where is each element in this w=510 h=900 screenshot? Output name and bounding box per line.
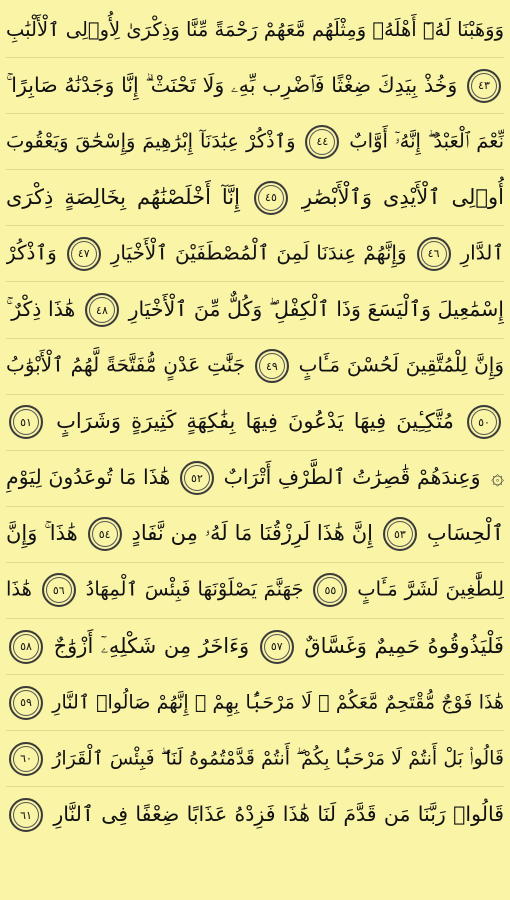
verse-text: هَٰذَا ذِكْرٌ ۚ (6, 297, 76, 322)
quran-line-10 (6, 507, 504, 563)
verse-text: قَالُوا۟ رَبَّنَا مَن قَدَّمَ لَنَا هَٰذَا فَزِدْهُ عَذَابًا ضِعْفًا فِى ٱلنَّارِ (53, 802, 504, 827)
verse-text: هَٰذَا ۚ وَإِنَّ (6, 521, 78, 546)
verse-text: وَعِندَهُمْ قَٰصِرَٰتُ ٱلطَّرْفِ أَتْرَابٌ (223, 465, 481, 490)
verse-text-wrap (6, 181, 504, 215)
verse-text: وَإِنَّ لِلْمُتَّقِينَ لَحُسْنَ مَـَٔابٍ (298, 352, 504, 377)
verse-text: إِنَّآ أَخْلَصْنَٰهُم بِخَالِصَةٍ ذِكْرَى (6, 184, 240, 209)
verse-text-wrap (6, 798, 504, 832)
quran-line-7 (6, 339, 504, 395)
verse-text: نِّعْمَ ٱلْعَبْدُ ۖ إِنَّهُۥٓ أَوَّابٌ (349, 129, 504, 153)
verse-text: جَنَّٰتِ عَدْنٍ مُّفَتَّحَةً لَّهُمُ ٱلْأَبْوَٰبُ (6, 352, 246, 377)
quran-line-1 (6, 2, 504, 58)
quran-line-14 (6, 731, 504, 787)
verse-text-wrap (6, 293, 504, 327)
verse-text-wrap (6, 573, 504, 607)
verse-text-wrap (6, 461, 504, 495)
quran-line-8 (6, 395, 504, 451)
quran-line-5 (6, 226, 504, 282)
quran-line-12 (6, 619, 504, 675)
verse-text: وَٱذْكُرْ (6, 240, 57, 265)
verse-text-wrap (6, 630, 504, 664)
ayah-number-marker: ٤٣ (467, 69, 501, 103)
verse-text: إِنَّ هَٰذَا لَرِزْقُنَا مَا لَهُۥ مِن نَّفَادٍ (131, 521, 373, 546)
verse-text: فَلْيَذُوقُوهُ حَمِيمٌ وَغَسَّاقٌ (304, 633, 504, 658)
ayah-number-marker: ٥٢ (180, 461, 214, 495)
ayah-number-marker: ٥٨ (9, 630, 43, 664)
verse-text: جَهَنَّمَ يَصْلَوْنَهَا فَبِئْسَ ٱلْمِهَادُ (85, 577, 304, 601)
verse-text: هَٰذَا (6, 577, 32, 601)
verse-text: ٱلدَّارِ (460, 240, 504, 265)
ayah-number-marker: ٥٩ (9, 686, 43, 720)
verse-text: إِسْمَٰعِيلَ وَٱلْيَسَعَ وَذَا ٱلْكِفْلِ ۖ وَكُلٌّ مِّنَ ٱلْأَخْيَارِ (128, 297, 504, 322)
verse-text-wrap (6, 517, 504, 551)
verse-text: ٱلْحِسَابِ (426, 521, 504, 546)
ayah-number-marker: ٤٥ (254, 181, 288, 215)
verse-text: وَإِنَّهُمْ عِندَنَا لَمِنَ ٱلْمُصْطَفَيْنَ ٱلْأَخْيَارِ (110, 240, 407, 265)
verse-text: لِلطَّٰغِينَ لَشَرَّ مَـَٔابٍ (357, 577, 504, 601)
verse-text: وَءَاخَرُ مِن شَكْلِهِۦٓ أَزْوَٰجٌ (53, 633, 250, 658)
ayah-number-marker: ٤٧ (67, 237, 101, 271)
verse-text: هَٰذَا فَوْجٌ مُّقْتَحِمٌ مَّعَكُمْ ۖ لَا مَرْحَبًۢا بِهِمْ ۚ إِنَّهُمْ صَالُوا۟ ٱلنَّارِ (52, 691, 504, 714)
quran-line-15 (6, 787, 504, 843)
verse-text-wrap (6, 686, 504, 720)
verse-text-wrap (6, 742, 504, 776)
verse-text-wrap (6, 125, 504, 159)
verse-text: وَخُذْ بِيَدِكَ ضِغْثًا فَٱضْرِب بِّهِۦ وَلَا تَحْنَثْ ۗ إِنَّا وَجَدْنَٰهُ صَابِرًا ۚ (6, 72, 458, 97)
ayah-number-marker: ٥٦ (42, 573, 76, 607)
ayah-number-marker: ٤٦ (417, 237, 451, 271)
ayah-number-marker: ٤٩ (255, 349, 289, 383)
verse-text: وَوَهَبْنَا لَهُۥٓ أَهْلَهُۥ وَمِثْلَهُم مَّعَهُمْ رَحْمَةً مِّنَّا وَذِكْرَىٰ لِأُو۟لِى ٱلْأَلْبَٰبِ (6, 17, 504, 41)
verse-text-wrap (6, 405, 504, 439)
quran-line-6 (6, 282, 504, 338)
hizb-quarter-icon: ۞ (491, 465, 504, 491)
quran-line-4 (6, 170, 504, 226)
quran-line-3 (6, 114, 504, 170)
quran-line-9 (6, 451, 504, 507)
verse-text: مُتَّكِـِٔينَ فِيهَا يَدْعُونَ فِيهَا بِفَٰكِهَةٍ كَثِيرَةٍ وَشَرَابٍ (56, 409, 454, 434)
verse-text: أُو۟لِى ٱلْأَيْدِى وَٱلْأَبْصَٰرِ (301, 184, 504, 209)
quran-line-11 (6, 563, 504, 619)
verse-text-wrap (6, 69, 504, 103)
ayah-number-marker: ٥٣ (383, 517, 417, 551)
ayah-number-marker: ٦٠ (9, 742, 43, 776)
verse-text: وَٱذْكُرْ عِبَٰدَنَآ إِبْرَٰهِيمَ وَإِسْحَٰقَ وَيَعْقُوبَ (6, 129, 296, 153)
quran-line-13 (6, 675, 504, 731)
ayah-number-marker: ٥٧ (260, 630, 294, 664)
verse-text: قَالُوا۟ بَلْ أَنتُمْ لَا مَرْحَبًۢا بِكُمْ ۖ أَنتُمْ قَدَّمْتُمُوهُ لَنَا ۖ فَبِئْسَ ٱلْقَرَارُ (52, 747, 504, 770)
ayah-number-marker: ٤٨ (85, 293, 119, 327)
verse-text: هَٰذَا مَا تُوعَدُونَ لِيَوْمِ (6, 465, 171, 490)
verse-text-wrap (6, 237, 504, 271)
ayah-number-marker: ٥٥ (313, 573, 347, 607)
ayah-number-marker: ٦١ (9, 798, 43, 832)
verse-text-wrap (6, 349, 504, 383)
quran-line-2 (6, 58, 504, 114)
ayah-number-marker: ٤٤ (305, 125, 339, 159)
ayah-number-marker: ٥٤ (88, 517, 122, 551)
ayah-number-marker: ٥٠ (467, 405, 501, 439)
ayah-number-marker: ٥١ (9, 405, 43, 439)
